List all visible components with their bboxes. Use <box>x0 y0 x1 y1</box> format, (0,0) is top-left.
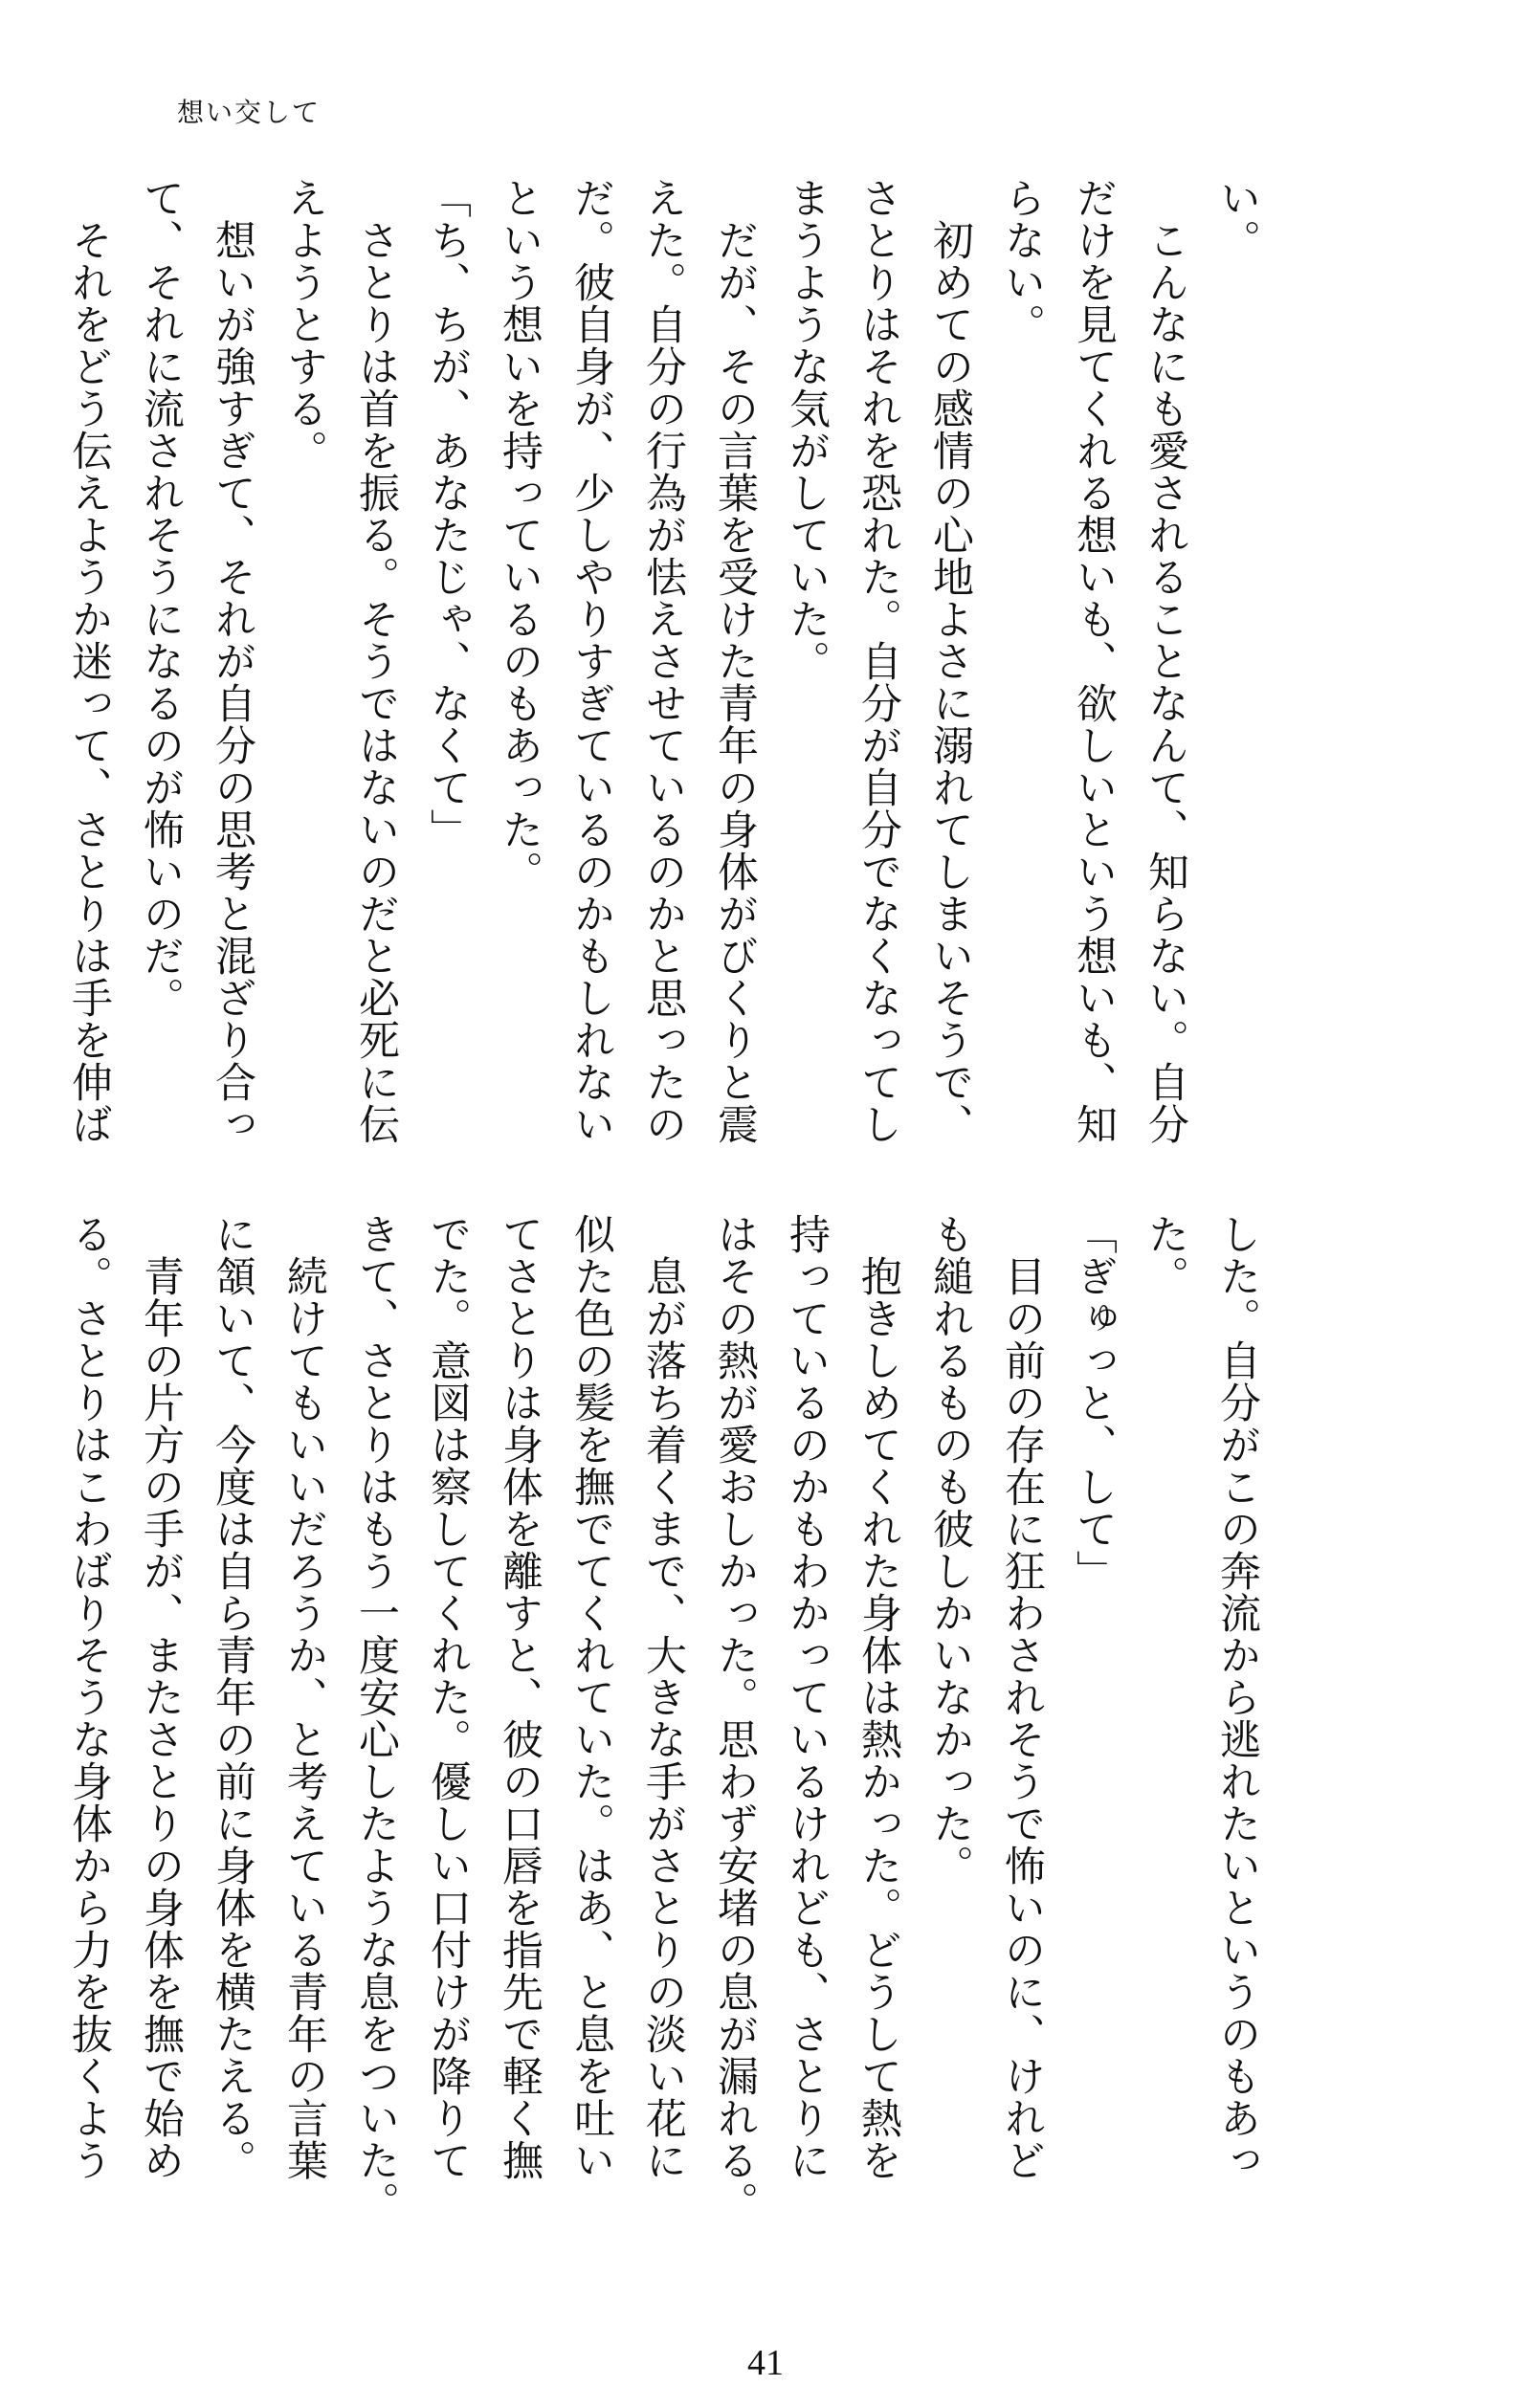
text-line: 想いが強すぎて、それが自分の思考と混ざり合っ <box>209 177 256 1145</box>
text-line: でた。意図は察してくれた。優しい口付けが降りて <box>424 1213 472 2181</box>
text-line: 似た色の髪を撫でてくれていた。はあ、と息を吐い <box>567 1213 615 2181</box>
text-line: さとりは首を振る。そうではないのだと必死に伝 <box>352 177 400 1145</box>
text-line: こんなにも愛されることなんて、知らない。自分 <box>1142 177 1189 1145</box>
text-line: 持っているのかもわかっているけれども、さとりに <box>783 1213 831 2181</box>
text-line: だが、その言葉を受けた青年の身体がびくりと震 <box>711 177 759 1145</box>
text-line: 青年の片方の手が、またさとりの身体を撫で始め <box>137 1213 185 2181</box>
text-line: という想いを持っているのもあった。 <box>496 177 544 893</box>
text-line: い。 <box>1213 177 1261 261</box>
running-head: 想い交して <box>177 97 322 128</box>
text-line: 「ぎゅっと、して」 <box>1070 1213 1118 1592</box>
text-line: る。さとりはこわばりそうな身体から力を抜くよう <box>65 1213 113 2181</box>
text-line: 抱きしめてくれた身体は熱かった。どうして熱を <box>854 1213 902 2181</box>
text-line: 息が落ち着くまで、大きな手がさとりの淡い花に <box>639 1213 687 2181</box>
text-line: えた。自分の行為が怯えさせているのかと思ったの <box>639 177 687 1145</box>
text-block-upper <box>53 177 1273 1162</box>
text-line: はその熱が愛おしかった。思わず安堵の息が漏れる。 <box>711 1213 759 2223</box>
text-line: て、それに流されそうになるのが怖いのだ。 <box>137 177 185 1019</box>
text-line: だけを見てくれる想いも、欲しいという想いも、知 <box>1070 177 1118 1145</box>
text-line: まうような気がしていた。 <box>783 177 831 682</box>
text-line: きて、さとりはもう一度安心したような息をついた。 <box>352 1213 400 2223</box>
page-number: 41 <box>747 2343 784 2383</box>
text-line: 初めての感情の心地よさに溺れてしまいそうで、 <box>926 177 974 1145</box>
text-block-lower <box>53 1213 1273 2223</box>
text-line: 「ち、ちが、あなたじゃ、なくて」 <box>424 177 472 851</box>
text-line: 目の前の存在に狂わされそうで怖いのに、けれど <box>998 1213 1046 2181</box>
text-line: に頷いて、今度は自ら青年の前に身体を横たえる。 <box>209 1213 256 2181</box>
text-line: だ。彼自身が、少しやりすぎているのかもしれない <box>567 177 615 1145</box>
text-line: それをどう伝えようか迷って、さとりは手を伸ば <box>65 177 113 1145</box>
text-line: えようとする。 <box>280 177 328 472</box>
text-line: さとりはそれを恐れた。自分が自分でなくなってし <box>854 177 902 1145</box>
text-line: てさとりは身体を離すと、彼の口唇を指先で軽く撫 <box>496 1213 544 2181</box>
text-line: 続けてもいいだろうか、と考えている青年の言葉 <box>280 1213 328 2181</box>
text-line: も縋れるものも彼しかいなかった。 <box>926 1213 974 1887</box>
text-line: した。自分がこの奔流から逃れたいというのもあっ <box>1213 1213 1261 2181</box>
text-line: た。 <box>1142 1213 1189 1297</box>
text-line: らない。 <box>998 177 1046 345</box>
